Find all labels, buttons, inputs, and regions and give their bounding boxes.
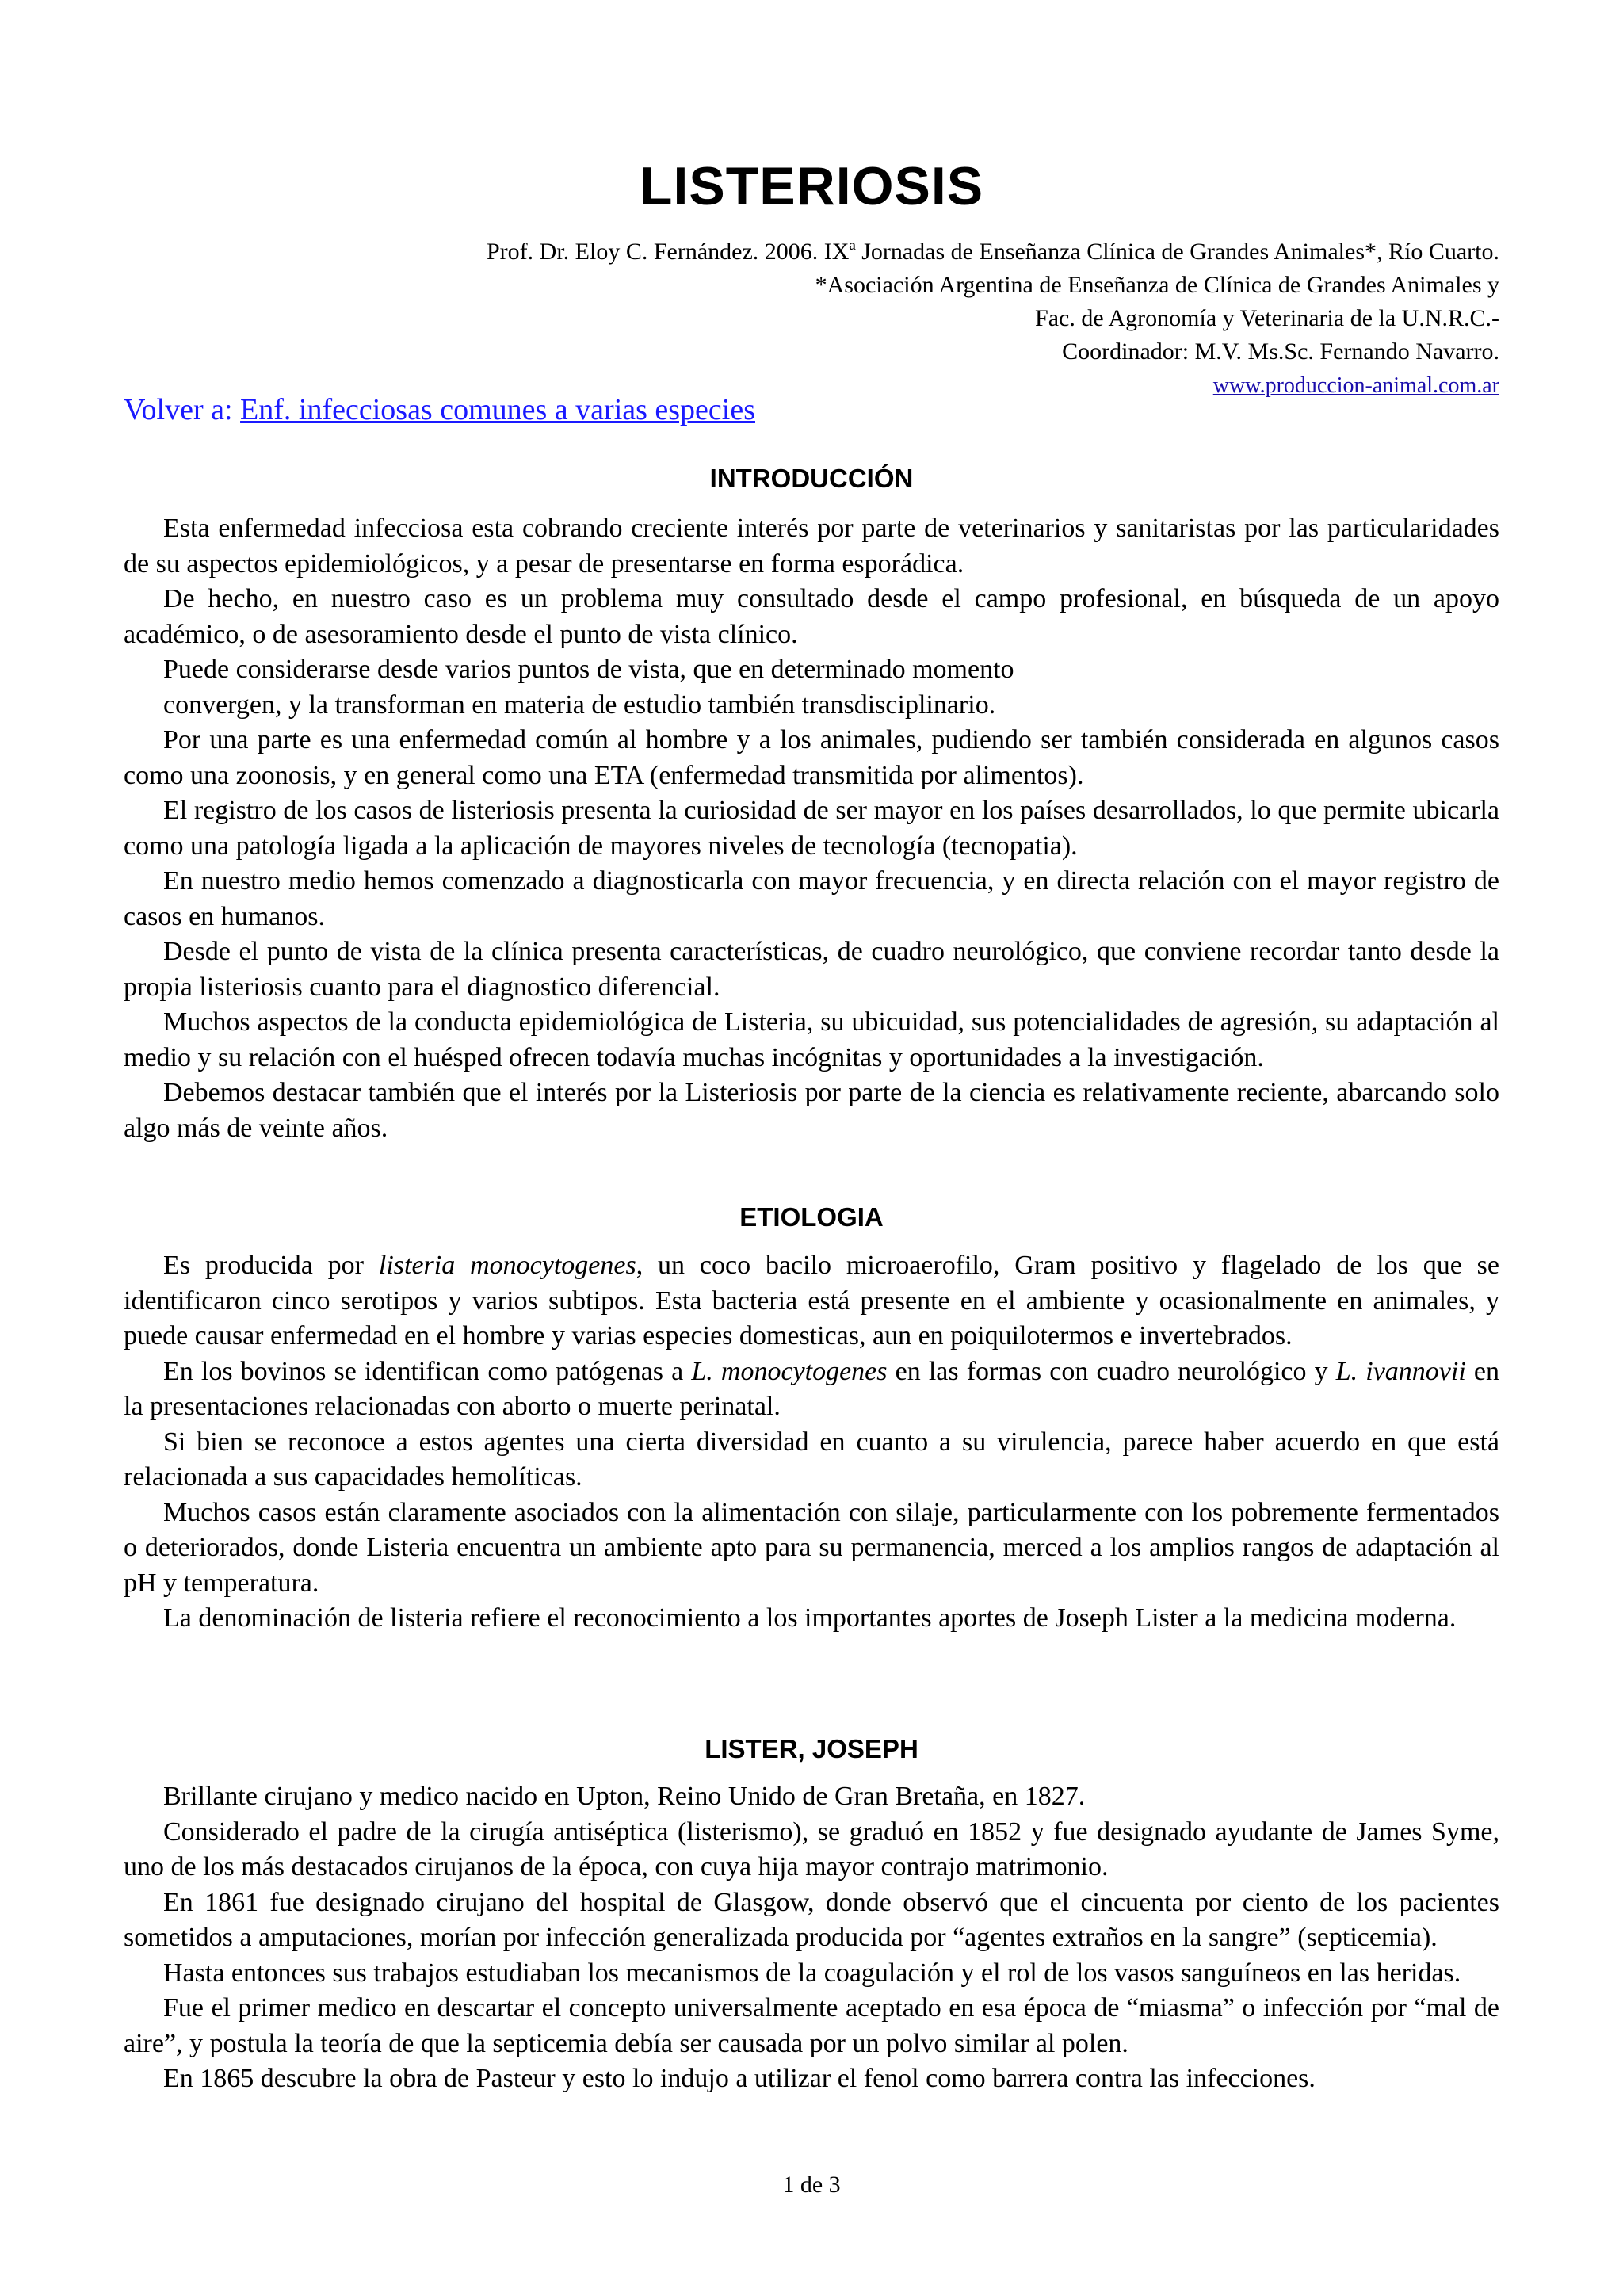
section-etiologia — [124, 1248, 1499, 1637]
page-number: 1 de 3 — [782, 2172, 841, 2198]
author-line: *Asociación Argentina de Enseñanza de Clínica de Grandes Animales y — [815, 272, 1499, 298]
author-line: Prof. Dr. Eloy C. Fernández. 2006. IXª Jornadas de Enseñanza Clínica de Grandes Animales*, Río Cuarto. — [487, 239, 1499, 265]
paragraph: Debemos destacar también que el interés por la Listeriosis por parte de la ciencia es relativamente reciente, abarcando solo algo más de veinte años. — [124, 1078, 1499, 1143]
paragraph: Esta enfermedad infecciosa esta cobrando creciente interés por parte de veterinarios y sanitaristas por las particularidades de su aspectos epidemiológicos, y a pesar de presentarse en forma esporádica. — [124, 514, 1499, 579]
paragraph: Muchos casos están claramente asociados con la alimentación con silaje, particularmente con los pobremente fermentados o deteriorados, donde Listeria encuentra un ambiente apto para su permanencia, merced a los amplios rangos de adaptación al pH y temperatura. — [124, 1497, 1499, 1598]
paragraph: Considerado el padre de la cirugía antiséptica (listerismo), se graduó en 1852 y fue designado ayudante de James Syme, uno de los más destacados cirujanos de la época, con cuya hija mayor contrajo matrimonio. — [124, 1817, 1499, 1881]
paragraph: En nuestro medio hemos comenzado a diagnosticarla con mayor frecuencia, y en directa relación con el mayor registro de casos en humanos. — [124, 866, 1499, 931]
paragraph: Por una parte es una enfermedad común al hombre y a los animales, pudiendo ser también considerada en algunos casos como una zoonosis, y en general como una ETA (enfermedad transmitida por alimentos). — [124, 725, 1499, 790]
back-navigation — [124, 392, 755, 427]
paragraph: Es producida por listeria monocytogenes, un coco bacilo microaerofilo, Gram positivo y flagelado de los que se identificaron cinco serotipos y varios subtipos. Esta bacteria está presente en el ambiente y ocasionalmente en animales, y puede causar enfermedad en el hombre y varias especies domesticas, aun en poiquilotermos e invertebrados. — [124, 1251, 1500, 1350]
back-prefix: Volver a: — [124, 393, 241, 426]
paragraph: Si bien se reconoce a estos agentes una cierta diversidad en cuanto a su virulencia, parece haber acuerdo en que está relacionada a sus capacidades hemolíticas. — [124, 1427, 1499, 1492]
document-title: LISTERIOSIS — [639, 156, 984, 216]
species-name: L. monocytogenes — [691, 1356, 888, 1386]
paragraph: En 1865 descubre la obra de Pasteur y esto lo indujo a utilizar el fenol como barrera contra las infecciones. — [163, 2064, 1316, 2093]
paragraph: En 1861 fue designado cirujano del hospital de Glasgow, donde observó que el cincuenta por ciento de los pacientes sometidos a amputaciones, morían por infección generalizada producida por “agentes extraños en la sangre” (septicemia). — [124, 1887, 1499, 1952]
paragraph: Brillante cirujano y medico nacido en Upton, Reino Unido de Gran Bretaña, en 1827. — [163, 1782, 1086, 1811]
paragraph: En los bovinos se identifican como patógenas a L. monocytogenes en las formas con cuadro neurológico y L. ivannovii en la presentaciones relacionadas con aborto o muerte perinatal. — [124, 1356, 1500, 1421]
paragraph: convergen, y la transforman en materia de estudio también transdisciplinario. — [163, 690, 996, 720]
paragraph: Hasta entonces sus trabajos estudiaban los mecanismos de la coagulación y el rol de los vasos sanguíneos en las heridas. — [163, 1958, 1461, 1988]
author-line: Fac. de Agronomía y Veterinaria de la U.N.R.C.- — [1035, 305, 1499, 331]
back-link[interactable]: Enf. infecciosas comunes a varias especies — [240, 393, 755, 426]
species-name: listeria monocytogenes — [378, 1251, 636, 1280]
paragraph: De hecho, en nuestro caso es un problema muy consultado desde el campo profesional, en búsqueda de un apoyo académico, o de asesoramiento desde el punto de vista clínico. — [124, 584, 1499, 649]
paragraph: Desde el punto de vista de la clínica presenta características, de cuadro neurológico, que conviene recordar tanto desde la propia listeriosis cuanto para el diagnostico diferencial. — [124, 937, 1499, 1002]
species-name: L. ivannovii — [1335, 1356, 1466, 1386]
section-lister — [124, 1779, 1499, 2097]
section-heading-introduccion: INTRODUCCIÓN — [709, 464, 914, 493]
paragraph: El registro de los casos de listeriosis presenta la curiosidad de ser mayor en los países desarrollados, lo que permite ubicarla como una patología ligada a la aplicación de mayores niveles de tecnología (tecnopatia). — [124, 796, 1499, 861]
section-heading-lister: LISTER, JOSEPH — [705, 1734, 918, 1763]
paragraph: Muchos aspectos de la conducta epidemiológica de Listeria, su ubicuidad, sus potencialidades de agresión, su adaptación al medio y su relación con el huésped ofrecen todavía muchas incógnitas y oportunidades a la investigación. — [124, 1007, 1499, 1072]
website-link[interactable]: www.produccion-animal.com.ar — [1212, 373, 1499, 398]
author-line: Coordinador: M.V. Ms.Sc. Fernando Navarro. — [1062, 338, 1499, 365]
paragraph: La denominación de listeria refiere el reconocimiento a los importantes aportes de Joseph Lister a la medicina moderna. — [163, 1603, 1457, 1633]
section-heading-etiologia: ETIOLOGIA — [739, 1202, 884, 1232]
author-block — [152, 235, 1499, 403]
section-introduccion — [124, 511, 1499, 1146]
paragraph: Fue el primer medico en descartar el concepto universalmente aceptado en esa época de “miasma” o infección por “mal de aire”, y postula la teoría de que la septicemia debía ser causada por un polvo similar al polen. — [124, 1993, 1499, 2058]
paragraph: Puede considerarse desde varios puntos de vista, que en determinado momento — [163, 655, 1014, 684]
